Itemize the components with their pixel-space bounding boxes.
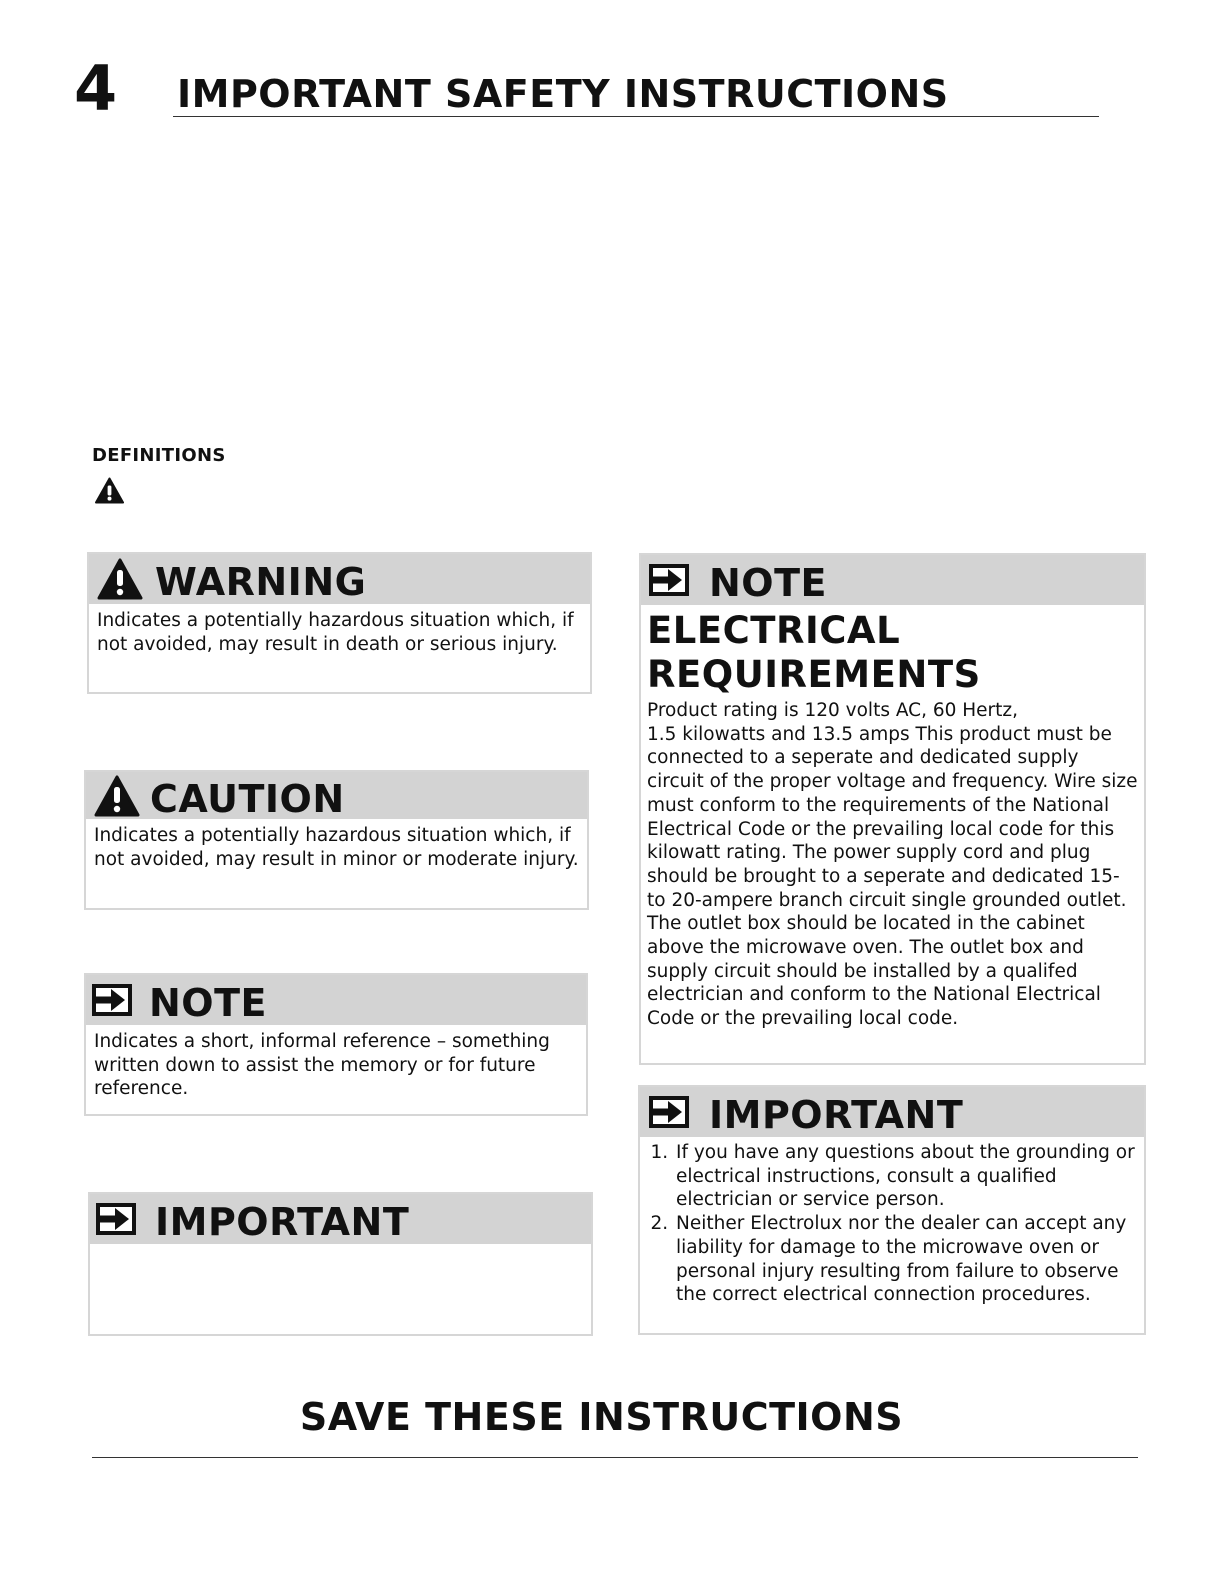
note-definition-box: [84, 973, 588, 1116]
save-instructions-title: SAVE THESE INSTRUCTIONS: [299, 1395, 904, 1439]
important-definition-header: [90, 1194, 591, 1244]
arrow-right-icon: [649, 1096, 689, 1128]
electrical-note-label: NOTE: [709, 561, 827, 605]
list-item: 1. If you have any questions about the grounding or electrical instructions, consult a qualified electrician or service person.: [674, 1141, 1138, 1212]
electrical-requirements-heading: ELECTRICAL REQUIREMENTS: [647, 609, 981, 696]
electrical-important-header: [640, 1087, 1144, 1137]
arrow-right-icon: [649, 564, 689, 596]
note-definition-header: [86, 975, 586, 1025]
warning-text: Indicates a potentially hazardous situation which, if not avoided, may result in death or serious injury.: [97, 610, 574, 655]
arrow-right-icon: [92, 984, 132, 1016]
caution-text: Indicates a potentially hazardous situation which, if not avoided, may result in minor or moderate injury.: [94, 825, 579, 870]
note-definition-label: NOTE: [149, 981, 267, 1025]
arrow-right-icon: [96, 1203, 136, 1235]
electrical-requirements-text: Product rating is 120 volts AC, 60 Hertz, 1.5 kilowatts and 13.5 amps This product must be connected to a seperate and dedicated supply circuit of the proper voltage and frequency. Wire size must conform to the requirements of the National Electrical Code or the prevailing local code for this kilowatt rating. The power supply cord and plug should be brought to a seperate and dedicated 15- to 20-ampere branch circuit single grounded outlet. The outlet box should be located in the cabinet above the microwave oven. The outlet box and supply circuit should be installed by a qualifed electrician and conform to the National Electrical Code or the prevailing local code.: [647, 700, 1138, 1030]
note-definition-text: Indicates a short, informal reference – something written down to assist the memory or for future reference.: [94, 1031, 550, 1099]
electrical-important-body: [640, 1137, 1144, 1307]
title-divider: [173, 116, 1099, 117]
page-number: 4: [74, 52, 118, 125]
electrical-note-header: [641, 555, 1144, 605]
warning-triangle-icon: [94, 775, 140, 817]
caution-header: [86, 772, 587, 819]
page-title: IMPORTANT SAFETY INSTRUCTIONS: [177, 72, 949, 116]
warning-box: [87, 552, 592, 694]
electrical-important-box: [638, 1085, 1146, 1335]
definitions-heading: DEFINITIONS: [92, 445, 226, 466]
warning-label: WARNING: [155, 560, 367, 604]
warning-triangle-icon: [97, 558, 143, 600]
footer-divider: [92, 1457, 1138, 1458]
list-item: 2. Neither Electrolux nor the dealer can accept any liability for damage to the microwave oven or personal injury resulting from failure to observe the correct electrical connection procedures.: [674, 1212, 1138, 1307]
electrical-important-list: [644, 1141, 1138, 1307]
electrical-note-box: [639, 553, 1146, 1065]
important-definition-box: [88, 1192, 593, 1336]
warning-header: [89, 554, 590, 604]
caution-label: CAUTION: [150, 776, 345, 821]
important-definition-label: IMPORTANT: [155, 1200, 410, 1244]
electrical-important-label: IMPORTANT: [709, 1093, 964, 1137]
warning-triangle-icon: [95, 477, 124, 504]
caution-box: [84, 770, 589, 910]
electrical-note-body: [641, 609, 1144, 1031]
